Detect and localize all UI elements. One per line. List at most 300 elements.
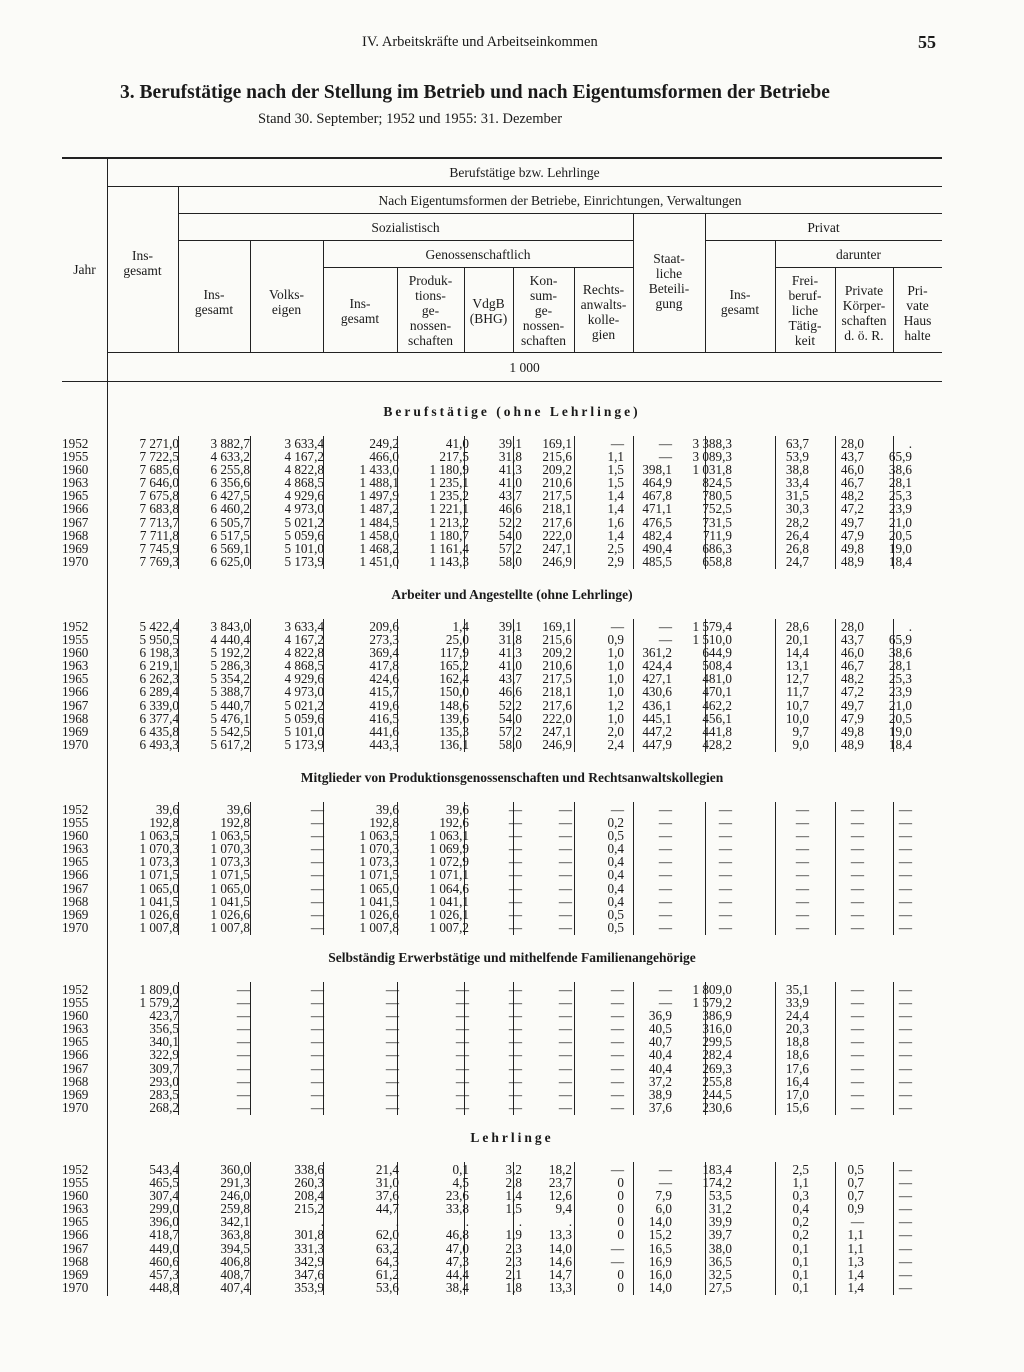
value-cell: 1 497,9: [359, 488, 399, 504]
value-cell: 1 071,1: [429, 867, 469, 883]
value-cell: 268,2: [149, 1099, 179, 1115]
table-row: [62, 699, 942, 712]
value-cell: 1,4: [607, 488, 624, 504]
value-cell: —: [898, 1060, 912, 1076]
value-cell: 23,7: [548, 1175, 572, 1191]
section-title: Selbständig Erwerbstätige und mithelfende Familienangehörige: [328, 950, 696, 965]
table-row: [62, 1202, 942, 1215]
value-cell: —: [718, 841, 732, 857]
value-cell: —: [898, 1279, 912, 1295]
value-cell: 1 221,1: [429, 501, 469, 517]
value-cell: 65,9: [888, 632, 912, 648]
value-cell: 41,0: [498, 475, 522, 491]
value-cell: 215,6: [542, 632, 572, 648]
value-cell: 30,3: [785, 501, 809, 517]
value-cell: —: [850, 828, 864, 844]
value-cell: 423,7: [149, 1008, 179, 1024]
section-rows: [62, 803, 942, 934]
value-cell: —: [610, 1060, 624, 1076]
value-cell: 7 683,8: [139, 501, 179, 517]
value-cell: 1 451,0: [359, 553, 399, 569]
value-cell: —: [718, 906, 732, 922]
value-cell: 1 180,7: [429, 527, 469, 543]
value-cell: 5 021,2: [284, 697, 324, 713]
value-cell: 222,0: [542, 710, 572, 726]
value-cell: 26,8: [785, 540, 809, 556]
value-cell: 5 388,7: [210, 684, 250, 700]
table-title: 3. Berufstätige nach der Stellung im Betrieb und nach Eigentumsformen der Betriebe: [120, 82, 830, 103]
value-cell: 5 173,9: [284, 553, 324, 569]
value-cell: 1,5: [607, 462, 624, 478]
value-cell: 10,7: [785, 697, 809, 713]
value-cell: 40,7: [648, 1034, 672, 1050]
value-cell: 1 484,5: [359, 514, 399, 530]
value-cell: 447,2: [642, 723, 672, 739]
value-cell: —: [508, 1034, 522, 1050]
value-cell: 4 973,0: [284, 501, 324, 517]
year-cell: 1955: [62, 995, 89, 1011]
value-cell: 7 711,8: [139, 527, 179, 543]
value-cell: 0,3: [792, 1188, 809, 1204]
value-cell: —: [610, 1162, 624, 1177]
value-cell: 1 063,5: [210, 828, 250, 844]
table-row: [62, 1048, 942, 1061]
value-cell: 2,1: [505, 1266, 522, 1282]
value-cell: 430,6: [642, 684, 672, 700]
value-cell: 192,8: [149, 815, 179, 831]
value-cell: 1 065,0: [359, 880, 399, 896]
value-cell: 5 059,6: [284, 527, 324, 543]
value-cell: —: [610, 1034, 624, 1050]
value-cell: —: [658, 919, 672, 935]
table-row: [62, 868, 942, 881]
value-cell: 47,2: [840, 684, 864, 700]
value-cell: 1,0: [607, 671, 624, 687]
value-cell: 57,2: [498, 723, 522, 739]
value-cell: 396,0: [149, 1214, 179, 1230]
value-cell: 363,8: [220, 1227, 250, 1243]
value-cell: 209,2: [542, 645, 572, 661]
value-cell: —: [455, 1099, 469, 1115]
value-cell: 1,1: [847, 1240, 864, 1256]
value-cell: —: [610, 982, 624, 997]
value-cell: 322,9: [149, 1047, 179, 1063]
year-cell: 1969: [62, 906, 89, 922]
table-row: [62, 1189, 942, 1202]
year-cell: 1969: [62, 1086, 89, 1102]
value-cell: —: [455, 1008, 469, 1024]
table-row: [62, 1242, 942, 1255]
value-cell: —: [898, 995, 912, 1011]
year-cell: 1960: [62, 645, 89, 661]
col-soz-insgesamt: Ins- gesamt: [194, 287, 234, 317]
value-cell: 15,2: [648, 1227, 672, 1243]
col-insgesamt-total: Ins- gesamt: [123, 248, 162, 278]
value-cell: 7,9: [655, 1188, 672, 1204]
value-cell: —: [795, 841, 809, 857]
value-cell: 0,4: [607, 854, 624, 870]
value-cell: 7 646,0: [139, 475, 179, 491]
value-cell: 1,4: [847, 1279, 864, 1295]
value-cell: 28,1: [888, 658, 912, 674]
value-cell: 4 167,2: [284, 632, 324, 648]
value-cell: 33,4: [785, 475, 809, 491]
col-jahr: Jahr: [73, 262, 96, 277]
value-cell: 0: [617, 1214, 624, 1230]
value-cell: —: [898, 1175, 912, 1191]
value-cell: 36,5: [708, 1253, 732, 1269]
value-cell: 46,6: [498, 501, 522, 517]
table-row: [62, 1281, 942, 1294]
table-row: [62, 516, 942, 529]
value-cell: 4 929,6: [284, 671, 324, 687]
table-row: [62, 855, 942, 868]
value-cell: 731,5: [702, 514, 732, 530]
value-cell: 28,1: [888, 475, 912, 491]
year-cell: 1969: [62, 540, 89, 556]
value-cell: —: [508, 1021, 522, 1037]
table-row: [62, 1022, 942, 1035]
value-cell: —: [508, 893, 522, 909]
table-row: [62, 882, 942, 895]
rule: [178, 213, 942, 214]
value-cell: —: [610, 1099, 624, 1115]
value-cell: —: [558, 1008, 572, 1024]
value-cell: 20,1: [785, 632, 809, 648]
value-cell: —: [385, 1099, 399, 1115]
value-cell: 1,4: [452, 619, 469, 634]
value-cell: —: [850, 880, 864, 896]
value-cell: 282,4: [702, 1047, 732, 1063]
table-row: [62, 712, 942, 725]
year-cell: 1966: [62, 1047, 89, 1063]
value-cell: 449,0: [149, 1240, 179, 1256]
value-cell: 39,6: [375, 802, 399, 817]
value-cell: 165,2: [439, 658, 469, 674]
value-cell: 658,8: [702, 553, 732, 569]
value-cell: —: [610, 1047, 624, 1063]
col-top-span: Berufstätige bzw. Lehrlinge: [449, 165, 600, 180]
value-cell: 49,8: [840, 723, 864, 739]
value-cell: 1 063,1: [429, 828, 469, 844]
value-cell: 331,3: [294, 1240, 324, 1256]
value-cell: —: [898, 1021, 912, 1037]
year-cell: 1966: [62, 501, 89, 517]
value-cell: 16,9: [648, 1253, 672, 1269]
value-cell: 415,7: [369, 684, 399, 700]
value-cell: 12,6: [548, 1188, 572, 1204]
value-cell: 15,6: [785, 1099, 809, 1115]
value-cell: 1 071,5: [139, 867, 179, 883]
year-cell: 1952: [62, 436, 89, 451]
value-cell: 1 065,0: [139, 880, 179, 896]
value-cell: 316,0: [702, 1021, 732, 1037]
value-cell: 0,4: [607, 893, 624, 909]
value-cell: 5 192,2: [210, 645, 250, 661]
value-cell: —: [610, 436, 624, 451]
value-cell: 7 722,5: [139, 449, 179, 465]
value-cell: 508,4: [702, 658, 732, 674]
value-cell: 64,3: [375, 1253, 399, 1269]
value-cell: —: [610, 1253, 624, 1269]
year-cell: 1968: [62, 527, 89, 543]
year-cell: 1965: [62, 1034, 89, 1050]
year-cell: 1963: [62, 1021, 89, 1037]
value-cell: 217,6: [542, 514, 572, 530]
value-cell: 1 007,8: [139, 919, 179, 935]
value-cell: 711,9: [702, 527, 732, 543]
value-cell: 824,5: [702, 475, 732, 491]
value-cell: 0,2: [792, 1227, 809, 1243]
value-cell: 47,9: [840, 710, 864, 726]
value-cell: 23,9: [888, 684, 912, 700]
value-cell: 48,9: [840, 736, 864, 752]
col-privat: Privat: [807, 220, 840, 235]
value-cell: 247,1: [542, 723, 572, 739]
value-cell: 416,5: [369, 710, 399, 726]
year-cell: 1963: [62, 1201, 89, 1217]
value-cell: 169,1: [542, 436, 572, 451]
value-cell: 0,1: [792, 1266, 809, 1282]
value-cell: 6 460,2: [210, 501, 250, 517]
value-cell: 0,7: [847, 1188, 864, 1204]
value-cell: 0,4: [607, 867, 624, 883]
value-cell: 44,7: [375, 1201, 399, 1217]
value-cell: —: [236, 995, 250, 1011]
value-cell: 28,6: [785, 619, 809, 634]
value-cell: 4 822,8: [284, 645, 324, 661]
value-cell: 20,5: [888, 710, 912, 726]
value-cell: 0,5: [607, 906, 624, 922]
value-cell: 31,5: [785, 488, 809, 504]
value-cell: 3 633,4: [284, 619, 324, 634]
value-cell: 482,4: [642, 527, 672, 543]
value-cell: 1 161,4: [429, 540, 469, 556]
value-cell: —: [898, 1266, 912, 1282]
rule: [178, 186, 179, 352]
value-cell: —: [558, 995, 572, 1011]
col-koerperschaften: Private Körper- schaften d. ö. R.: [841, 283, 887, 343]
table-row: [62, 1163, 942, 1176]
value-cell: —: [610, 1240, 624, 1256]
value-cell: —: [310, 841, 324, 857]
value-cell: 441,6: [369, 723, 399, 739]
value-cell: 5 950,5: [139, 632, 179, 648]
value-cell: 21,0: [888, 697, 912, 713]
value-cell: 353,9: [294, 1279, 324, 1295]
value-cell: —: [898, 867, 912, 883]
value-cell: —: [310, 867, 324, 883]
value-cell: 9,7: [792, 723, 809, 739]
value-cell: 6 255,8: [210, 462, 250, 478]
value-cell: —: [898, 1008, 912, 1024]
value-cell: —: [718, 802, 732, 817]
col-vdgb: VdgB (BHG): [469, 296, 508, 326]
value-cell: —: [850, 906, 864, 922]
value-cell: —: [508, 867, 522, 883]
value-cell: —: [558, 1073, 572, 1089]
value-cell: —: [310, 802, 324, 817]
value-cell: 1,5: [607, 475, 624, 491]
value-cell: 46,0: [840, 645, 864, 661]
value-cell: —: [310, 906, 324, 922]
value-cell: —: [850, 854, 864, 870]
value-cell: —: [236, 1060, 250, 1076]
year-cell: 1965: [62, 488, 89, 504]
value-cell: 9,0: [792, 736, 809, 752]
value-cell: —: [850, 1214, 864, 1230]
year-cell: 1967: [62, 880, 89, 896]
value-cell: —: [898, 1086, 912, 1102]
value-cell: 6 569,1: [210, 540, 250, 556]
value-cell: 485,5: [642, 553, 672, 569]
value-cell: 9,4: [555, 1201, 572, 1217]
value-cell: 28,0: [840, 436, 864, 451]
value-cell: 0,1: [792, 1240, 809, 1256]
year-cell: 1965: [62, 1214, 89, 1230]
value-cell: 260,3: [294, 1175, 324, 1191]
value-cell: 39,6: [445, 802, 469, 817]
value-cell: —: [558, 893, 572, 909]
value-cell: 139,6: [439, 710, 469, 726]
value-cell: 291,3: [220, 1175, 250, 1191]
value-cell: 1 458,0: [359, 527, 399, 543]
value-cell: 217,6: [542, 697, 572, 713]
value-cell: 5 422,4: [139, 619, 179, 634]
col-eigentum-span: Nach Eigentumsformen der Betriebe, Einrichtungen, Verwaltungen: [378, 193, 742, 208]
table-row: [62, 555, 942, 568]
value-cell: 293,0: [149, 1073, 179, 1089]
value-cell: 4 822,8: [284, 462, 324, 478]
value-cell: —: [850, 802, 864, 817]
value-cell: 1 468,2: [359, 540, 399, 556]
value-cell: 53,9: [785, 449, 809, 465]
value-cell: 1,0: [607, 645, 624, 661]
value-cell: 307,4: [149, 1188, 179, 1204]
value-cell: 1 041,1: [429, 893, 469, 909]
value-cell: 470,1: [702, 684, 732, 700]
value-cell: 0,4: [607, 841, 624, 857]
value-cell: 4 973,0: [284, 684, 324, 700]
value-cell: 47,0: [445, 1240, 469, 1256]
value-cell: —: [610, 619, 624, 634]
value-cell: 41,3: [498, 645, 522, 661]
value-cell: —: [558, 828, 572, 844]
value-cell: 4 868,5: [284, 658, 324, 674]
value-cell: —: [795, 906, 809, 922]
value-cell: —: [850, 1021, 864, 1037]
value-cell: 1 065,0: [210, 880, 250, 896]
year-cell: 1963: [62, 475, 89, 491]
value-cell: —: [795, 919, 809, 935]
col-freiberuf: Frei- beruf- liche Tätig- keit: [788, 273, 822, 348]
value-cell: —: [558, 880, 572, 896]
value-cell: 5 617,2: [210, 736, 250, 752]
value-cell: —: [508, 1086, 522, 1102]
value-cell: 1 026,1: [429, 906, 469, 922]
value-cell: 246,9: [542, 553, 572, 569]
value-cell: 47,3: [445, 1253, 469, 1269]
value-cell: 1 579,2: [139, 995, 179, 1011]
value-cell: —: [455, 982, 469, 997]
col-staatliche: Staat- liche Beteili- gung: [648, 251, 690, 311]
value-cell: 361,2: [642, 645, 672, 661]
value-cell: 17,6: [785, 1060, 809, 1076]
value-cell: —: [850, 1060, 864, 1076]
value-cell: 2,4: [607, 736, 624, 752]
value-cell: 6 377,4: [139, 710, 179, 726]
chapter-title: IV. Arbeitskräfte und Arbeitseinkommen: [362, 34, 598, 50]
value-cell: 1,3: [847, 1253, 864, 1269]
value-cell: 1,4: [847, 1266, 864, 1282]
value-cell: 54,0: [498, 710, 522, 726]
value-cell: —: [385, 982, 399, 997]
table-row: [62, 921, 942, 934]
value-cell: 1 809,0: [139, 982, 179, 997]
table-row: [62, 983, 942, 996]
value-cell: —: [508, 982, 522, 997]
value-cell: 21,0: [888, 514, 912, 530]
value-cell: 2,5: [607, 540, 624, 556]
value-cell: 209,2: [542, 462, 572, 478]
value-cell: 1,1: [607, 449, 624, 465]
value-cell: 6 517,5: [210, 527, 250, 543]
value-cell: 21,4: [375, 1162, 399, 1177]
col-gen-insgesamt: Ins- gesamt: [340, 296, 380, 326]
value-cell: 0,7: [847, 1175, 864, 1191]
value-cell: 23,9: [888, 501, 912, 517]
value-cell: 39,6: [155, 802, 179, 817]
value-cell: —: [898, 1227, 912, 1243]
value-cell: 20,3: [785, 1021, 809, 1037]
value-cell: —: [898, 1047, 912, 1063]
value-cell: 43,7: [498, 488, 522, 504]
value-cell: 1 063,5: [359, 828, 399, 844]
value-cell: —: [310, 815, 324, 831]
table-row: [62, 1268, 942, 1281]
value-cell: 6 339,0: [139, 697, 179, 713]
value-cell: 5 286,3: [210, 658, 250, 674]
value-cell: —: [718, 854, 732, 870]
year-cell: 1968: [62, 1073, 89, 1089]
col-produktion: Produk- tions- ge- nossen- schaften: [408, 273, 453, 348]
value-cell: —: [558, 815, 572, 831]
rule: [178, 240, 633, 241]
value-cell: 215,6: [542, 449, 572, 465]
value-cell: —: [658, 893, 672, 909]
value-cell: 1 070,3: [139, 841, 179, 857]
value-cell: —: [385, 1008, 399, 1024]
value-cell: —: [508, 828, 522, 844]
section-rows: [62, 437, 942, 568]
value-cell: 273,3: [369, 632, 399, 648]
value-cell: 28,2: [785, 514, 809, 530]
value-cell: 3 388,3: [692, 436, 732, 451]
value-cell: 57,2: [498, 540, 522, 556]
value-cell: 0,5: [607, 919, 624, 935]
table-row: [62, 502, 942, 515]
value-cell: 4,5: [452, 1175, 469, 1191]
value-cell: 1,9: [505, 1227, 522, 1243]
year-cell: 1960: [62, 1008, 89, 1024]
value-cell: 18,4: [888, 736, 912, 752]
value-cell: 1 031,8: [692, 462, 732, 478]
value-cell: 5 101,0: [284, 540, 324, 556]
value-cell: 4 868,5: [284, 475, 324, 491]
value-cell: 5 021,2: [284, 514, 324, 530]
value-cell: 14,6: [548, 1253, 572, 1269]
value-cell: 1 579,4: [692, 619, 732, 634]
